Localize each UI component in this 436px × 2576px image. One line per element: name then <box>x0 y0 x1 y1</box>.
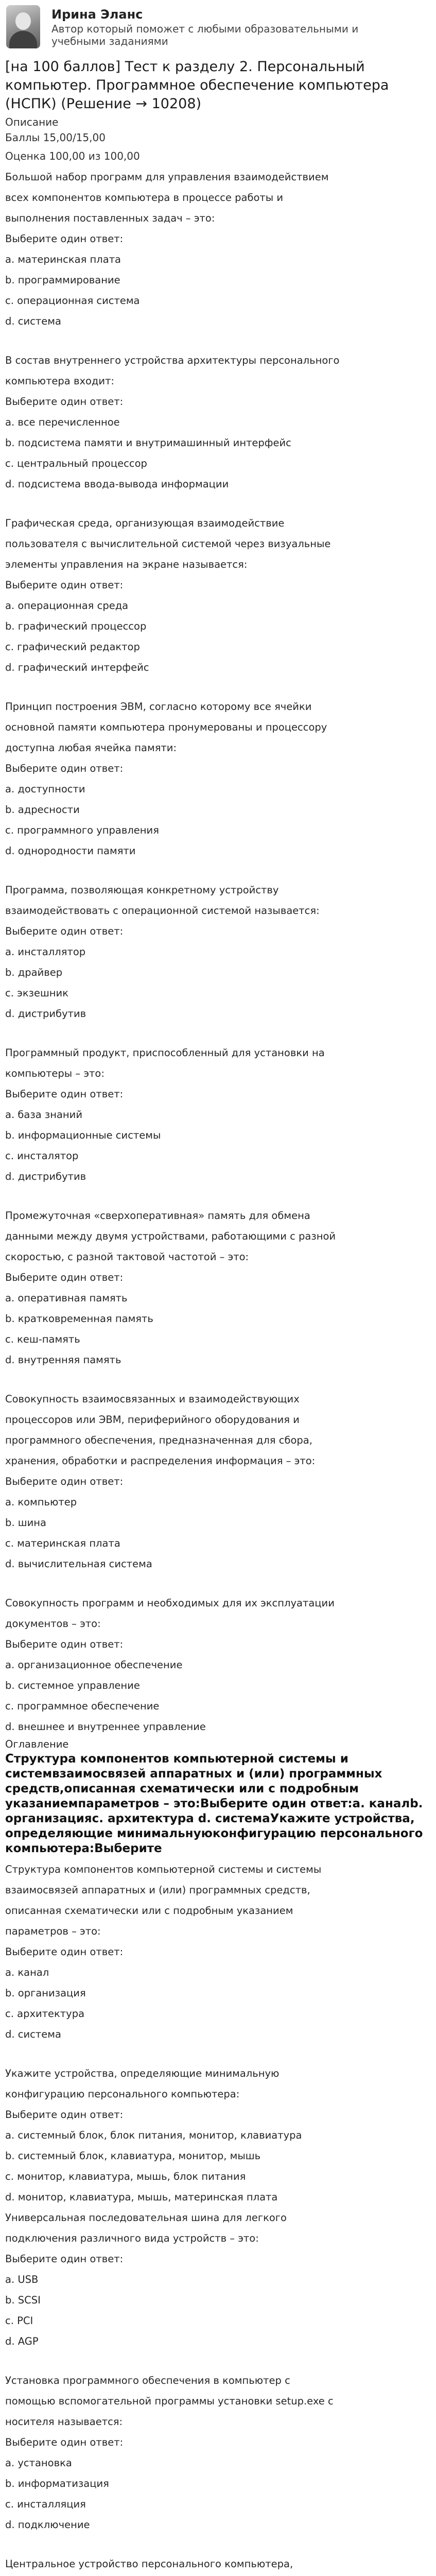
question <box>5 167 431 332</box>
question <box>5 1859 431 2045</box>
question-spacer <box>0 2535 436 2554</box>
answer-option: c. монитор, клавиатура, мышь, блок питания <box>5 2171 246 2182</box>
toc-label: Оглавление <box>5 1738 69 1750</box>
question-text-line: Совокупность программ и необходимых для их эксплуатации <box>5 1597 335 1609</box>
answer-option: d. вычислительная система <box>5 1558 152 1570</box>
author-info <box>51 5 360 47</box>
question-text-line: Структура компонентов компьютерной системы и системы <box>5 1863 322 1875</box>
answer-hint: Выберите один ответ: <box>5 1088 124 1100</box>
question-text-line: скоростью, с разной тактовой частотой – это: <box>5 1251 249 1263</box>
toc-text: Структура компонентов компьютерной системы и системвзаимосвязей аппаратных и (или) программных средств,описанная схематически или с подробным указаниемпараметров – это:Выберите один ответ:a. каналb. организацияc. архитектура d. системаУкажите устройства, определяющие минимальнуюконфигурацию персонального компьютера:Выберите <box>5 1752 423 1855</box>
question <box>5 2208 431 2352</box>
questions-block-2 <box>0 1859 436 2576</box>
answer-option: a. все перечисленное <box>5 416 120 428</box>
answer-option: b. SCSI <box>5 2294 41 2306</box>
question <box>5 880 431 1024</box>
answer-option: b. системное управление <box>5 1680 140 1691</box>
answer-option: a. база знаний <box>5 1109 83 1121</box>
question-spacer <box>0 332 436 350</box>
answer-option: c. инсталятор <box>5 1150 79 1162</box>
answer-hint: Выберите один ответ: <box>5 1638 124 1650</box>
answer-option: d. внешнее и внутреннее управление <box>5 1721 206 1733</box>
question-text-line: Центральное устройство персонального компьютера, <box>5 2558 293 2570</box>
question-text-line: описанная схематически или с подробным указанием <box>5 1905 293 1917</box>
question-text-line: компьютеры – это: <box>5 1067 104 1079</box>
answer-option: b. драйвер <box>5 967 63 978</box>
question-text-line: данными между двумя устройствами, работающими с разной <box>5 1230 336 1242</box>
answer-option: b. информатизация <box>5 2478 109 2489</box>
answer-option: b. кратковременная память <box>5 1313 153 1325</box>
question-text-line: доступна любая ячейка памяти: <box>5 742 177 754</box>
answer-option: c. материнская плата <box>5 1537 120 1549</box>
answer-option: a. операционная среда <box>5 600 129 612</box>
answer-option: b. информационные системы <box>5 1129 161 1141</box>
grade-text: Оценка 100,00 из 100,00 <box>5 150 140 162</box>
question <box>5 1593 431 1737</box>
question-text-line: конфигурацию персонального компьютера: <box>5 2088 240 2100</box>
question-spacer <box>0 1370 436 1389</box>
answer-option: d. внутренняя память <box>5 1354 121 1366</box>
answer-option: a. материнская плата <box>5 253 121 265</box>
question-text-line: основной памяти компьютера пронумерованы и процессору <box>5 721 327 733</box>
answer-option: a. USB <box>5 2274 39 2285</box>
answer-option: a. инсталлятор <box>5 946 86 958</box>
answer-option: a. канал <box>5 1967 49 1978</box>
description-label: Описание <box>5 116 59 128</box>
answer-option: d. AGP <box>5 2335 39 2347</box>
question-text-line: Большой набор программ для управления взаимодействием <box>5 171 329 183</box>
answer-option: a. системный блок, блок питания, монитор, клавиатура <box>5 2129 302 2141</box>
question <box>5 350 431 495</box>
answer-option: c. PCI <box>5 2315 33 2327</box>
answer-option: a. компьютер <box>5 1496 77 1508</box>
answer-option: c. архитектура <box>5 2008 85 2020</box>
question-text-line: всех компонентов компьютера в процессе работы и <box>5 192 284 204</box>
answer-option: c. программное обеспечение <box>5 1700 160 1712</box>
question-text-line: носителя называется: <box>5 2416 123 2428</box>
question-text-line: помощью вспомогательной программы установки setup.exe с <box>5 2395 334 2407</box>
answer-option: c. операционная система <box>5 295 140 307</box>
answer-option: c. кеш-память <box>5 1333 80 1345</box>
answer-option: a. оперативная память <box>5 1292 128 1304</box>
answer-hint: Выберите один ответ: <box>5 1946 124 1958</box>
answer-option: a. доступности <box>5 783 85 795</box>
question-text-line: Совокупность взаимосвязанных и взаимодействующих <box>5 1393 300 1405</box>
answer-option: b. системный блок, клавиатура, монитор, мышь <box>5 2150 261 2162</box>
author-avatar[interactable] <box>6 5 40 48</box>
answer-option: c. инсталляция <box>5 2498 86 2510</box>
question-text-line: В состав внутреннего устройства архитектуры персонального <box>5 354 340 366</box>
answer-option: d. дистрибутив <box>5 1171 86 1182</box>
question-text-line: подключения различного вида устройств – это: <box>5 2232 259 2244</box>
question-text-line: Промежуточная «сверхоперативная» память для обмена <box>5 1210 310 1222</box>
answer-hint: Выберите один ответ: <box>5 579 124 591</box>
questions-block-1 <box>0 167 436 1737</box>
question-spacer <box>0 1024 436 1043</box>
answer-option: b. программирование <box>5 274 120 286</box>
answer-option: c. графический редактор <box>5 641 140 653</box>
question-text-line: Программный продукт, приспособленный для установки на <box>5 1047 325 1059</box>
answer-option: c. экзешник <box>5 987 69 999</box>
question-spacer <box>0 1574 436 1593</box>
answer-hint: Выберите один ответ: <box>5 925 124 937</box>
question-text-line: Графическая среда, организующая взаимодействие <box>5 517 285 529</box>
question-text-line: программного обеспечения, предназначенная для сбора, <box>5 1434 312 1446</box>
answer-hint: Выберите один ответ: <box>5 762 124 774</box>
answer-option: b. организация <box>5 1987 86 1999</box>
question-spacer <box>0 678 436 697</box>
question <box>5 1206 431 1370</box>
question-spacer <box>0 861 436 880</box>
question-spacer <box>0 2045 436 2063</box>
question-text-line: взаимодействовать с операционной системой называется: <box>5 905 320 917</box>
answer-option: a. организационное обеспечение <box>5 1659 183 1671</box>
question-text-line: компьютера входит: <box>5 375 115 387</box>
question <box>5 2554 431 2576</box>
question-text-line: процессоров или ЭВМ, периферийного оборудования и <box>5 1414 300 1426</box>
answer-option: b. подсистема памяти и внутримашинный интерфейс <box>5 437 291 449</box>
answer-option: c. центральный процессор <box>5 457 147 469</box>
author-header <box>0 0 436 57</box>
author-name[interactable]: Ирина Эланс <box>51 7 143 22</box>
question-text-line: Установка программного обеспечения в компьютер с <box>5 2375 290 2386</box>
score-text: Баллы 15,00/15,00 <box>5 131 106 144</box>
answer-option: b. шина <box>5 1517 46 1529</box>
question-text-line: Принцип построения ЭВМ, согласно которому все ячейки <box>5 701 312 713</box>
answer-hint: Выберите один ответ: <box>5 2109 124 2121</box>
answer-option: b. графический процессор <box>5 620 147 632</box>
question-text-line: пользователя с вычислительной системой через визуальные <box>5 538 331 550</box>
answer-option: d. монитор, клавиатура, мышь, материнская плата <box>5 2191 278 2203</box>
answer-hint: Выберите один ответ: <box>5 396 124 408</box>
answer-option: d. графический интерфейс <box>5 662 149 673</box>
question-text-line: Программа, позволяющая конкретному устройству <box>5 884 279 896</box>
answer-option: d. подсистема ввода-вывода информации <box>5 478 229 490</box>
question-text-line: документов – это: <box>5 1618 101 1630</box>
answer-option: d. система <box>5 2028 61 2040</box>
question-spacer <box>0 2352 436 2370</box>
answer-hint: Выберите один ответ: <box>5 2253 124 2265</box>
question-text-line: выполнения поставленных задач – это: <box>5 212 215 224</box>
question <box>5 2370 431 2535</box>
answer-option: d. система <box>5 315 61 327</box>
question-text-line: параметров – это: <box>5 1925 101 1937</box>
question <box>5 2063 431 2208</box>
answer-option: d. однородности памяти <box>5 845 136 857</box>
question <box>5 697 431 861</box>
question <box>5 1043 431 1187</box>
answer-option: d. дистрибутив <box>5 1008 86 1020</box>
answer-hint: Выберите один ответ: <box>5 2436 124 2448</box>
answer-option: c. программного управления <box>5 824 159 836</box>
question-text-line: взаимосвязей аппаратных и (или) программных средств, <box>5 1884 310 1896</box>
question <box>5 1389 431 1574</box>
answer-hint: Выберите один ответ: <box>5 1272 124 1283</box>
answer-option: a. установка <box>5 2457 72 2469</box>
question-text-line: Укажите устройства, определяющие минимальную <box>5 2067 280 2079</box>
answer-hint: Выберите один ответ: <box>5 1476 124 1487</box>
question-text-line: Универсальная последовательная шина для легкого <box>5 2212 287 2224</box>
question <box>5 513 431 678</box>
page-title: [на 100 баллов] Тест к разделу 2. Персональный компьютер. Программное обеспечение компьютера (НСПК) (Решение → 10208) <box>5 59 389 112</box>
answer-option: b. адресности <box>5 804 80 816</box>
question-spacer <box>0 495 436 513</box>
question-spacer <box>0 1187 436 1206</box>
question-text-line: хранения, обработки и распределения информация – это: <box>5 1455 316 1467</box>
question-text-line: элементы управления на экране называется: <box>5 558 248 570</box>
author-description: Автор который поможет с любыми образовательными и учебными заданиями <box>51 23 359 47</box>
answer-option: d. подключение <box>5 2519 90 2531</box>
answer-hint: Выберите один ответ: <box>5 233 124 245</box>
